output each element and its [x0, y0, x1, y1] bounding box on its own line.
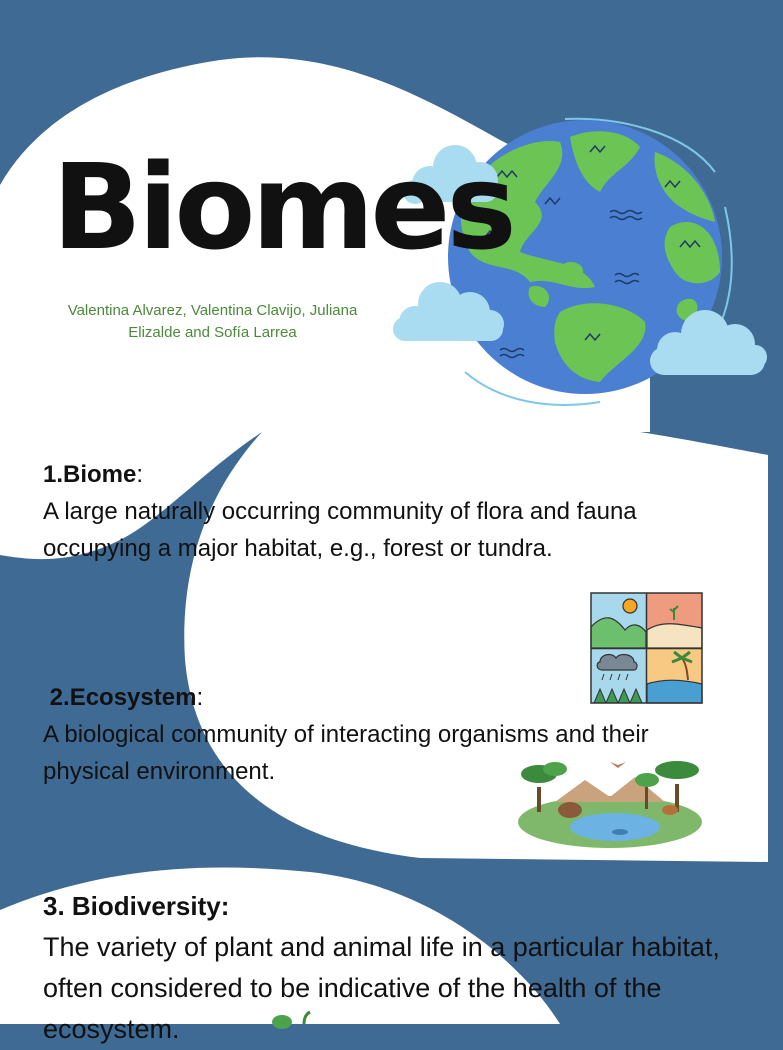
section-biodiversity — [43, 886, 783, 1050]
definition-line: physical environment. — [43, 758, 276, 785]
page-title: Biomes — [52, 138, 513, 276]
section-heading: 3. Biodiversity: — [43, 891, 230, 921]
definition-line: A large naturally occurring community of flora and fauna — [43, 498, 637, 525]
section-heading: 1.Biome — [43, 461, 137, 488]
heading-colon: : — [136, 461, 144, 488]
plant-icon — [270, 1012, 320, 1024]
definition-line: A biological community of interacting organisms and their — [43, 721, 649, 748]
definition-line: The variety of plant and animal life in a particular habitat, — [43, 932, 720, 962]
definition-line: occupying a major habitat, e.g., forest or tundra. — [43, 535, 553, 562]
authors-line: Valentina Alvarez, Valentina Clavijo, Juliana Elizalde and Sofía Larrea — [67, 302, 358, 341]
definition-line: often considered to be indicative of the health of the — [43, 973, 662, 1003]
ecosystem-scene-icon — [515, 752, 705, 852]
definition-line: ecosystem. — [43, 1014, 180, 1044]
section-biome — [43, 456, 733, 567]
section-heading: 2.Ecosystem — [49, 684, 197, 711]
heading-colon: : — [196, 684, 204, 711]
